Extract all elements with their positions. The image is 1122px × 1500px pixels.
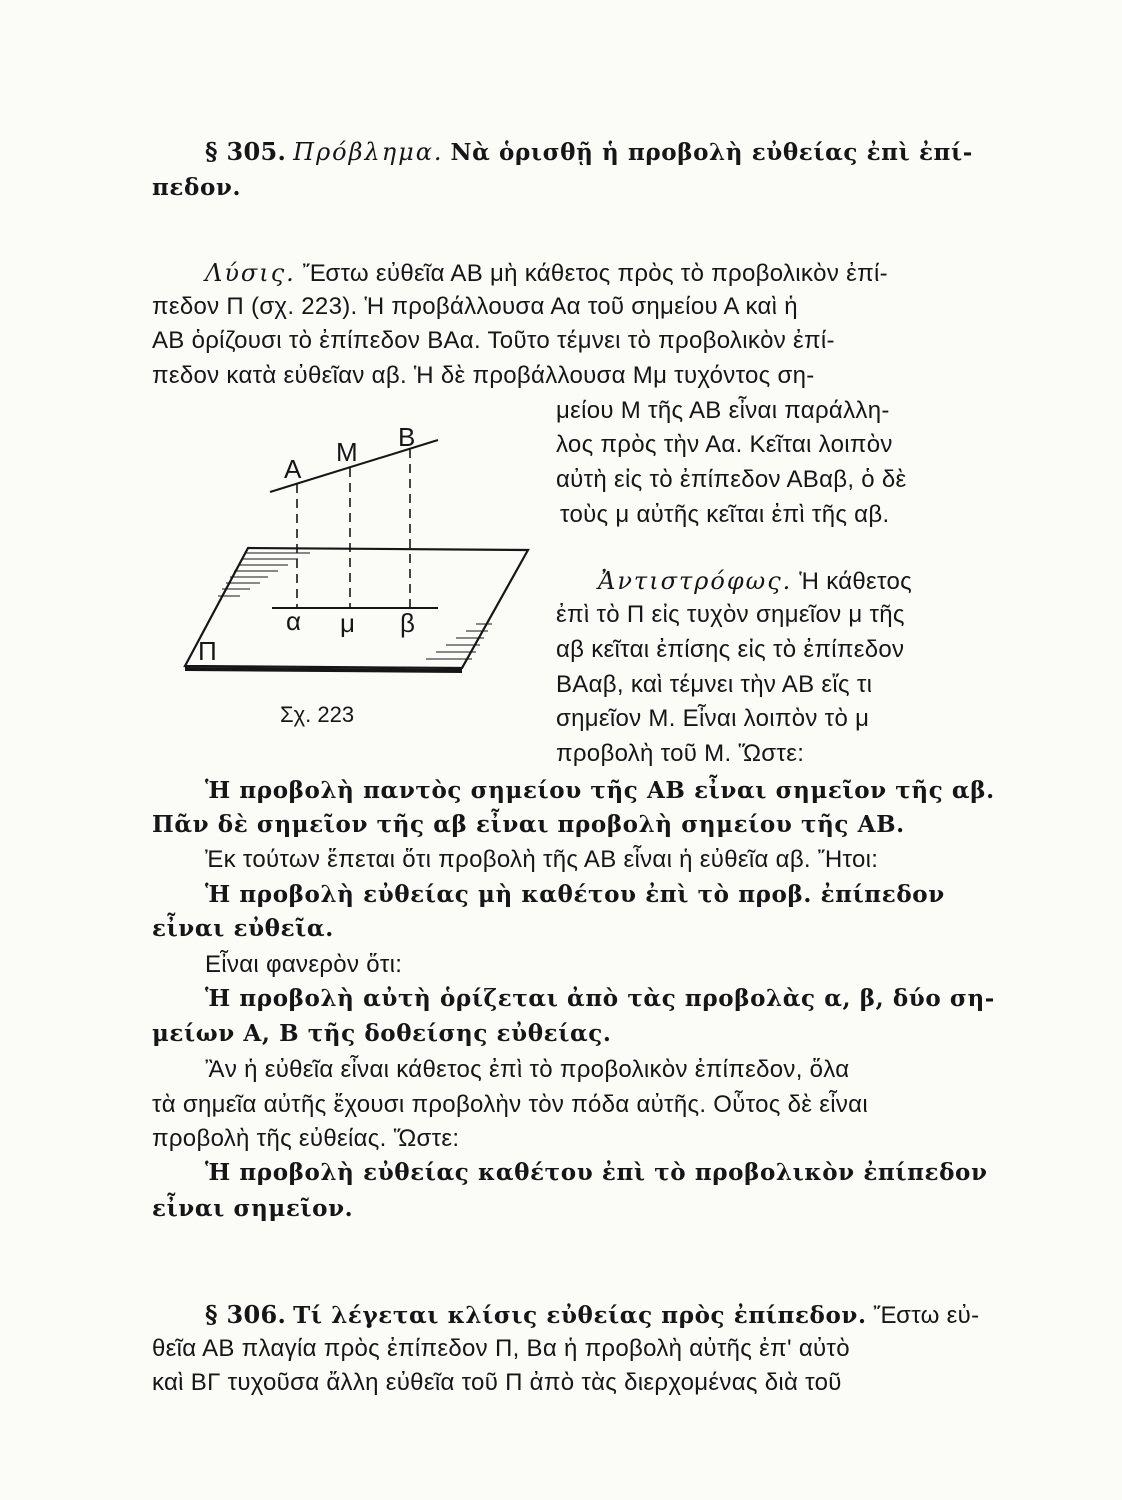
converse-line-5: σημεῖον Μ. Εἶναι λοιπὸν τὸ μ [556, 705, 870, 732]
label-mu: μ [340, 608, 355, 638]
body-line-3: Ἂν ἡ εὐθεῖα εἶναι κάθετος ἐπὶ τὸ προβολικὸν ἐπίπεδον, ὅλα [205, 1056, 850, 1083]
theorem-3-line-2: μείων Α, Β τῆς δοθείσης εὐθείας. [152, 1020, 612, 1047]
label-A: Α [284, 454, 302, 484]
figure-caption: Σχ. 223 [280, 702, 355, 727]
section-306-line-3: καὶ ΒΓ τυχοῦσα ἄλλη εὐθεῖα τοῦ Π ἀπὸ τὰς διερχομένας διὰ τοῦ [152, 1369, 842, 1396]
theorem-4-line-2: εἶναι σημεῖον. [152, 1195, 354, 1222]
converse-line-2: ἐπὶ τὸ Π εἰς τυχὸν σημεῖον μ τῆς [556, 601, 905, 628]
solution-line-8: τοὺς μ αὐτῆς κεῖται ἐπὶ τῆς αβ. [560, 501, 890, 528]
plane-shading-right [426, 624, 492, 659]
converse-line-1 [598, 566, 912, 597]
solution-line-6: λος πρὸς τὴν Αα. Κεῖται λοιπὸν [556, 431, 893, 458]
section-306-number: § 306. [205, 1300, 287, 1329]
body-line-5: προβολὴ τῆς εὐθείας. Ὥστε: [152, 1125, 460, 1152]
section-306-title: Τί λέγεται κλίσις εὐθείας πρὸς ἐπίπεδον. [293, 1302, 867, 1329]
converse-line-4: ΒΑαβ, καὶ τέμνει τὴν ΑΒ εἴς τι [556, 671, 873, 698]
label-B: Β [398, 422, 416, 452]
label-M: Μ [336, 437, 358, 467]
section-305-title-cont: πεδον. [152, 174, 242, 201]
theorem-4-line-1: Ἡ προβολὴ εὐθείας καθέτου ἐπὶ τὸ προβολικὸν ἐπίπεδον [205, 1159, 988, 1186]
solution-line-4: πεδον κατὰ εὐθεῖαν αβ. Ἡ δὲ προβάλλουσα Μμ τυχόντος ση- [152, 362, 815, 389]
theorem-3-line-1: Ἡ προβολὴ αὐτὴ ὁρίζεται ἀπὸ τὰς προβολὰς α, β, δύο ση- [205, 985, 995, 1012]
label-Pi: Π [198, 636, 217, 666]
converse-line-3: αβ κεῖται ἐπίσης εἰς τὸ ἐπίπεδον [556, 636, 905, 663]
figure-223 [180, 410, 540, 740]
theorem-2-line-1: Ἡ προβολὴ εὐθείας μὴ καθέτου ἐπὶ τὸ προβ. ἐπίπεδον [205, 881, 945, 908]
theorem-1-line-1: Ἡ προβολὴ παντὸς σημείου τῆς ΑΒ εἶναι σημεῖον τῆς αβ. [205, 777, 995, 804]
label-alpha: α [286, 606, 302, 636]
section-305-heading [205, 137, 973, 168]
solution-line-2: πεδον Π (σχ. 223). Ἡ προβάλλουσα Αα τοῦ σημείου Α καὶ ἡ [152, 293, 798, 320]
solution-line-7: αὐτὴ εἰς τὸ ἐπίπεδον ΑΒαβ, ὁ δὲ [556, 466, 907, 493]
converse-line-6: προβολὴ τοῦ Μ. Ὥστε: [556, 740, 805, 767]
section-305-number: § 305. [205, 137, 287, 166]
body-line-1: Ἐκ τούτων ἕπεται ὅτι προβολὴ τῆς ΑΒ εἶναι ἡ εὐθεῖα αβ. Ἤτοι: [205, 846, 879, 873]
section-306-text-1: Ἔστω εὐ- [873, 1302, 980, 1329]
converse-text-1: Ἡ κάθετος [799, 568, 912, 595]
solution-line-3: ΑΒ ὁρίζουσι τὸ ἐπίπεδον ΒΑα. Τοῦτο τέμνει τὸ προβολικὸν ἐπί- [152, 327, 835, 354]
theorem-2-line-2: εἶναι εὐθεῖα. [152, 915, 334, 942]
body-line-2: Εἶναι φανερὸν ὅτι: [205, 951, 403, 978]
solution-text-1: Ἔστω εὐθεῖα ΑΒ μὴ κάθετος πρὸς τὸ προβολικὸν ἐπί- [302, 260, 888, 287]
projectors [297, 449, 410, 608]
solution-label: Λύσις. [205, 259, 296, 287]
solution-line-5: μείου Μ τῆς ΑΒ εἶναι παράλλη- [556, 397, 890, 424]
section-305-label: Πρόβλημα. [293, 138, 444, 166]
section-306-line-2: θεῖα ΑΒ πλαγία πρὸς ἐπίπεδον Π, Βα ἡ προβολὴ αὐτῆς ἐπ' αὐτὸ [152, 1335, 850, 1362]
label-beta: β [400, 608, 415, 638]
section-306-heading [205, 1300, 979, 1331]
solution-line-1 [205, 258, 888, 289]
section-305-title: Νὰ ὁρισθῇ ἡ προβολὴ εὐθείας ἐπὶ ἐπί- [450, 139, 973, 166]
theorem-1-line-2: Πᾶν δὲ σημεῖον τῆς αβ εἶναι προβολὴ σημείου τῆς ΑΒ. [152, 811, 905, 838]
body-line-4: τὰ σημεῖα αὐτῆς ἔχουσι προβολὴν τὸν πόδα αὐτῆς. Οὗτος δὲ εἶναι [152, 1091, 868, 1118]
plane-edge-shadow [185, 669, 462, 671]
converse-label: Ἀντιστρόφως. [598, 567, 793, 595]
